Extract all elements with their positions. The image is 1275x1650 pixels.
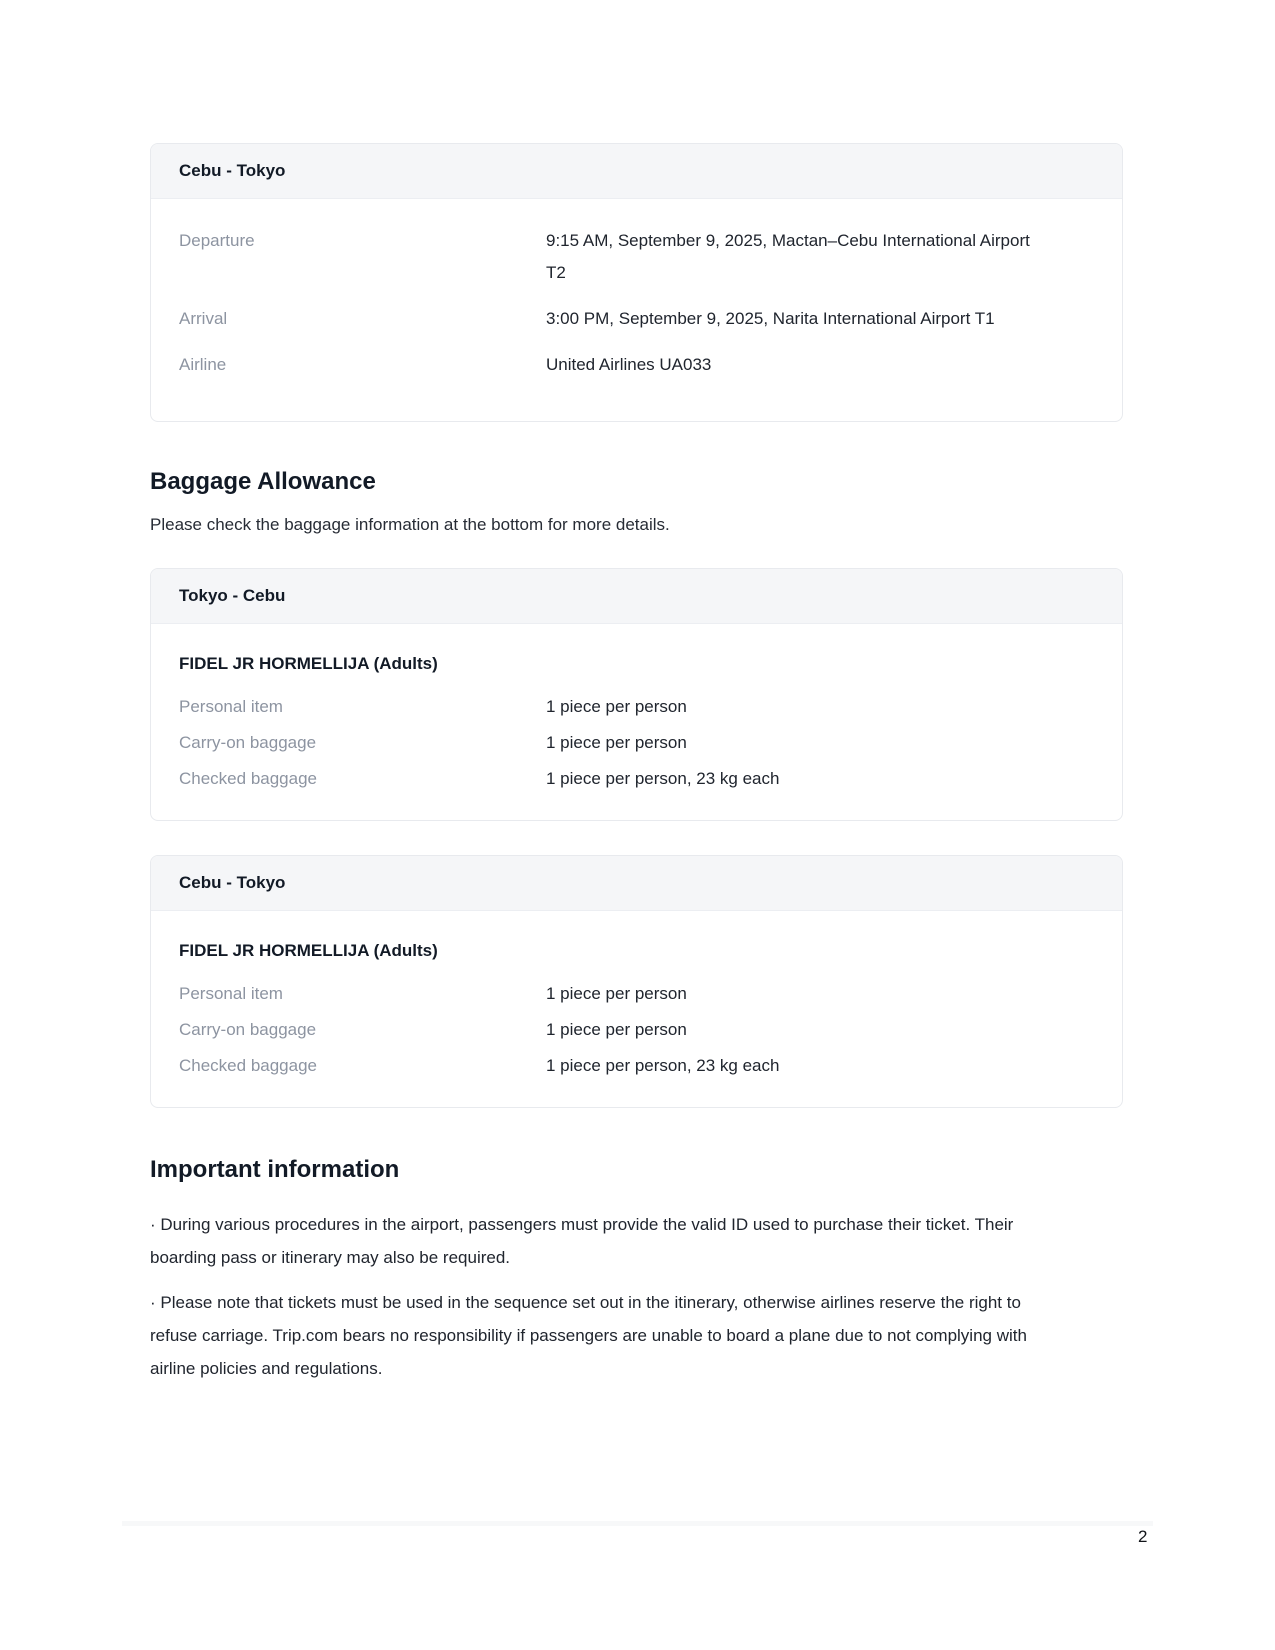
row-label: Personal item (179, 984, 283, 1003)
important-info-bullet-1: · During various procedures in the airport, passengers must provide the valid ID used to purchase their ticket. Their boarding pass or itinerary may also be required. (150, 1215, 1014, 1267)
row-label: Airline (179, 355, 227, 374)
row-value: 9:15 AM, September 9, 2025, Mactan–Cebu International Airport T2 (546, 231, 1030, 282)
row-label: Arrival (179, 309, 228, 328)
row-value: 1 piece per person (546, 1020, 687, 1039)
important-info-bullet-2: · Please note that tickets must be used in the sequence set out in the itinerary, otherwise airlines reserve the right to refuse carriage. Trip.com bears no responsibility if passengers are unable to board a plane due to not complying with airline policies and regulations. (150, 1293, 1027, 1378)
info-row (179, 764, 1094, 794)
row-label: Checked baggage (179, 769, 318, 788)
row-value: 1 piece per person (546, 697, 687, 716)
info-row (179, 225, 1094, 289)
info-row (179, 1051, 1094, 1081)
footer-divider (122, 1521, 1153, 1526)
card-body (151, 199, 1122, 421)
row-value: 3:00 PM, September 9, 2025, Narita International Airport T1 (546, 309, 995, 328)
info-row (179, 728, 1094, 758)
row-value: 1 piece per person, 23 kg each (546, 769, 780, 788)
row-label: Departure (179, 231, 255, 250)
info-row (179, 303, 1094, 335)
passenger-name: FIDEL JR HORMELLIJA (Adults) (179, 654, 438, 673)
row-label: Checked baggage (179, 1056, 318, 1075)
important-information-heading: Important information (150, 1156, 400, 1183)
passenger-name: FIDEL JR HORMELLIJA (Adults) (179, 941, 438, 960)
row-label: Personal item (179, 697, 283, 716)
baggage-card-cebu-tokyo (150, 855, 1123, 1108)
row-value: 1 piece per person (546, 984, 687, 1003)
card-body (151, 624, 1122, 820)
row-value: United Airlines UA033 (546, 355, 712, 374)
info-row (179, 692, 1094, 722)
info-row (179, 979, 1094, 1009)
baggage-card-tokyo-cebu (150, 568, 1123, 821)
flight-segment-card (150, 143, 1123, 422)
page-number: 2 (1138, 1527, 1148, 1546)
row-label: Carry-on baggage (179, 1020, 317, 1039)
row-value: 1 piece per person, 23 kg each (546, 1056, 780, 1075)
row-value: 1 piece per person (546, 733, 687, 752)
info-row (179, 1015, 1094, 1045)
card-title: Cebu - Tokyo (151, 144, 1122, 199)
card-title: Tokyo - Cebu (151, 569, 1122, 624)
row-label: Carry-on baggage (179, 733, 317, 752)
baggage-allowance-heading: Baggage Allowance (150, 468, 376, 495)
card-title: Cebu - Tokyo (151, 856, 1122, 911)
info-row (179, 349, 1094, 381)
baggage-allowance-subtitle: Please check the baggage information at the bottom for more details. (150, 515, 670, 534)
card-body (151, 911, 1122, 1107)
page-content (150, 143, 1123, 1385)
